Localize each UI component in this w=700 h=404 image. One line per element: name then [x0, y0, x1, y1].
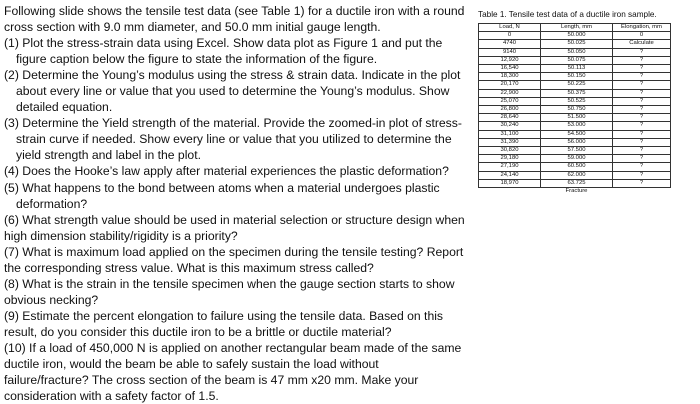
cell-length: 50.075: [541, 56, 613, 64]
cell-load: 25,070: [479, 97, 541, 105]
cell-elongation: ?: [613, 114, 671, 122]
cell-elongation: Calculate: [613, 40, 671, 48]
cell-load: 4740: [479, 40, 541, 48]
table-row: [479, 171, 671, 179]
cell-length: 59.000: [541, 155, 613, 163]
table-row: [479, 163, 671, 171]
cell-load: 12,920: [479, 56, 541, 64]
tensile-data-table: [478, 23, 671, 195]
table-row: [479, 122, 671, 130]
cell-elongation: ?: [613, 48, 671, 56]
cell-length: 50.750: [541, 106, 613, 114]
table-footer-row: [479, 188, 671, 196]
table-row: [479, 65, 671, 73]
cell-elongation: ?: [613, 56, 671, 64]
cell-load: 22,900: [479, 89, 541, 97]
cell-length: 57.500: [541, 147, 613, 155]
table-row: [479, 40, 671, 48]
cell-elongation: ?: [613, 122, 671, 130]
cell-load: 26,800: [479, 106, 541, 114]
footer-spacer: [479, 188, 541, 196]
cell-elongation: ?: [613, 163, 671, 171]
question-4: (4) Does the Hooke’s law apply after material experiences the plastic deformation?: [4, 164, 449, 179]
table-caption: Table 1. Tensile test data of a ductile iron sample.: [478, 10, 657, 19]
table-row: [479, 56, 671, 64]
question-9: (9) Estimate the percent elongation to failure using the tensile data. Based on this result, do you consider this ductile iron to be a brittle or ductile material?: [4, 308, 444, 339]
cell-length: 56.000: [541, 138, 613, 146]
intro-paragraph: Following slide shows the tensile test data (see Table 1) for a ductile iron with a round cross section with 9.0 mm diameter, and 50.0 mm initial gauge length.: [4, 4, 465, 35]
header-length: Length, mm: [541, 24, 613, 32]
header-load: Load, N: [479, 24, 541, 32]
cell-elongation: ?: [613, 65, 671, 73]
table-row: [479, 48, 671, 56]
table-row: [479, 130, 671, 138]
cell-length: 60.500: [541, 163, 613, 171]
cell-elongation: ?: [613, 106, 671, 114]
table-row: [479, 81, 671, 89]
table-row: [479, 89, 671, 97]
cell-length: 50.375: [541, 89, 613, 97]
cell-load: 31,100: [479, 130, 541, 138]
cell-load: 20,170: [479, 81, 541, 89]
cell-length: 51.500: [541, 114, 613, 122]
cell-load: 27,190: [479, 163, 541, 171]
cell-length: 50.225: [541, 81, 613, 89]
cell-elongation: ?: [613, 138, 671, 146]
table-row: [479, 138, 671, 146]
tensile-table-container: [478, 10, 696, 195]
question-1: (1) Plot the stress-strain data using Excel. Show data plot as Figure 1 and put the figure caption below the figure to state the information of the figure.: [4, 36, 443, 67]
table-row: [479, 73, 671, 81]
footer-spacer: [613, 188, 671, 196]
cell-load: 30,820: [479, 147, 541, 155]
cell-load: 30,240: [479, 122, 541, 130]
table-row: [479, 147, 671, 155]
question-7: (7) What is maximum load applied on the specimen during the tensile testing? Report the corresponding stress value. What is this maximum stress called?: [4, 244, 464, 275]
cell-load: 0: [479, 32, 541, 40]
cell-elongation: ?: [613, 73, 671, 81]
question-text: [4, 3, 466, 404]
cell-load: 28,640: [479, 114, 541, 122]
table-row: [479, 155, 671, 163]
cell-load: 18,300: [479, 73, 541, 81]
cell-elongation: ?: [613, 147, 671, 155]
cell-load: 16,540: [479, 65, 541, 73]
table-body: [479, 32, 671, 188]
header-elongation: Elongation, mm: [613, 24, 671, 32]
question-6: (6) What strength value should be used in material selection or structure design when high dimension stability/rigidity is a priority?: [4, 212, 465, 243]
question-5: (5) What happens to the bond between atoms when a material undergoes plastic deformation?: [4, 180, 440, 211]
cell-length: 50.000: [541, 32, 613, 40]
cell-length: 50.025: [541, 40, 613, 48]
cell-elongation: ?: [613, 171, 671, 179]
table-row: [479, 114, 671, 122]
cell-length: 50.113: [541, 65, 613, 73]
cell-load: 24,140: [479, 171, 541, 179]
cell-length: 54.500: [541, 130, 613, 138]
table-row: [479, 32, 671, 40]
table-row: [479, 97, 671, 105]
cell-load: 9140: [479, 48, 541, 56]
cell-length: 50.150: [541, 73, 613, 81]
cell-length: 62.000: [541, 171, 613, 179]
cell-elongation: ?: [613, 130, 671, 138]
cell-length: 50.050: [541, 48, 613, 56]
question-8: (8) What is the strain in the tensile specimen when the gauge section starts to show obvious necking?: [4, 276, 455, 307]
cell-load: 29,180: [479, 155, 541, 163]
cell-elongation: ?: [613, 89, 671, 97]
cell-length: 63.725: [541, 179, 613, 187]
cell-elongation: 0: [613, 32, 671, 40]
question-2: (2) Determine the Young’s modulus using the stress & strain data. Indicate in the plot about every line or value that you used to determine the Young’s modulus. Show detailed equation.: [4, 68, 461, 115]
question-10: (10) If a load of 450,000 N is applied on another rectangular beam made of the same ductile iron, would the beam be able to safely sustain the load without failure/fracture? The cross section of the beam is 47 mm x20 mm. Make your consideration with a safety factor of 1.5.: [4, 340, 462, 404]
table-row: [479, 179, 671, 187]
cell-length: 50.525: [541, 97, 613, 105]
cell-elongation: ?: [613, 81, 671, 89]
cell-elongation: ?: [613, 179, 671, 187]
question-3: (3) Determine the Yield strength of the material. Provide the zoomed-in plot of stress-strain curve if needed. Show every line or value that you utilized to determine the yield strength and label in the plot.: [4, 116, 462, 163]
cell-load: 31,390: [479, 138, 541, 146]
cell-length: 53.000: [541, 122, 613, 130]
fracture-note: Fracture: [565, 188, 588, 195]
cell-elongation: ?: [613, 155, 671, 163]
cell-load: 18,970: [479, 179, 541, 187]
table-row: [479, 106, 671, 114]
cell-elongation: ?: [613, 97, 671, 105]
table-header-row: [479, 24, 671, 32]
